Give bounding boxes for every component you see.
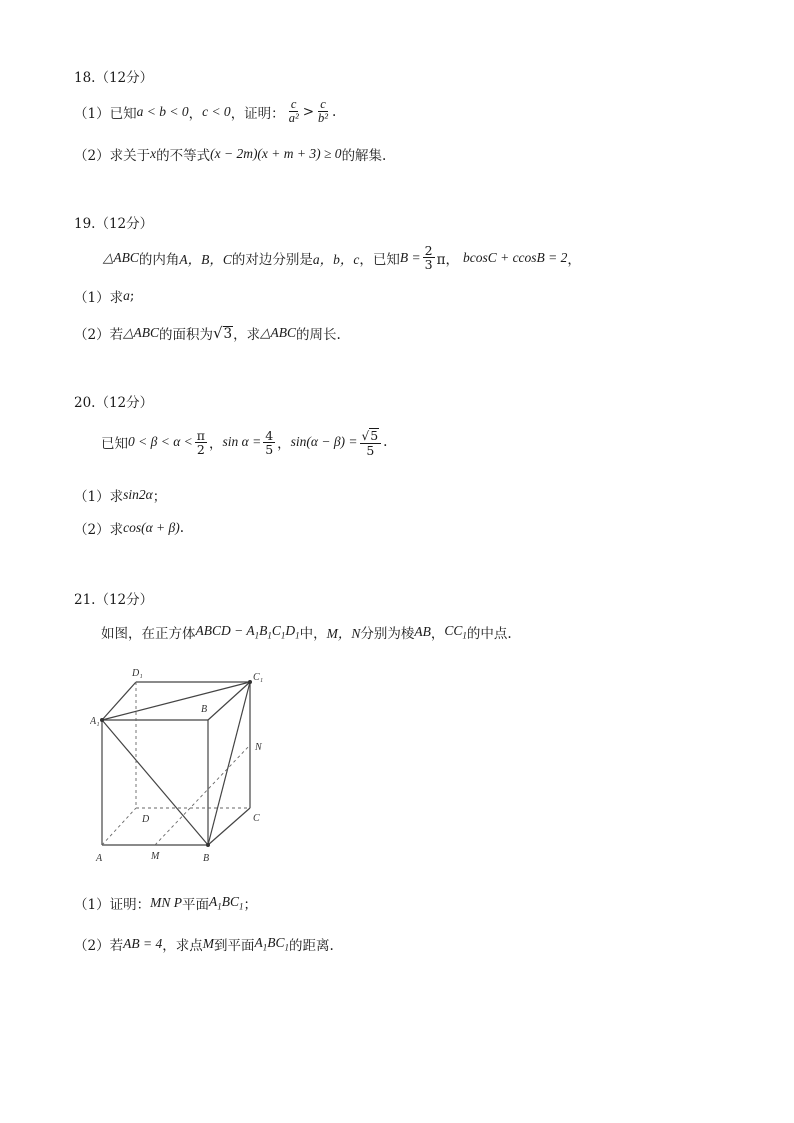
edge-a1d1: [102, 682, 136, 720]
diag-bc1: [208, 682, 250, 845]
label-m: M: [151, 851, 160, 862]
diag-a1b: [102, 720, 208, 845]
q19-part2: （2）若 △ABC 的面积为 √ 3 ，求 △ABC 的周长.: [74, 324, 341, 343]
fraction: $\frac{2}{3}$: [424, 243, 433, 273]
q21-header: 21.（12分）: [74, 592, 154, 608]
q20-part2: （2）求 cos(α + β) .: [74, 520, 185, 538]
cube-figure: [90, 662, 275, 867]
label-d: D: [142, 814, 150, 825]
segment-mn: [155, 745, 250, 845]
q19-header: 19.（12分）: [74, 216, 154, 232]
label-d1: D₁: [132, 668, 143, 679]
edge-bc: [208, 808, 250, 845]
q21-stem: 如图，在正方体 ABCD − $A_1B_1C_1D_1$ 中， M，N 分别为棱 AB ， $CC_1$ 的中点.: [101, 623, 512, 642]
fraction: $\frac{4}{5}$: [265, 427, 274, 457]
fraction: $\frac{c}{\text{b²}}$: [318, 97, 328, 126]
hidden-edge-ad: [102, 808, 136, 845]
label-c: C: [253, 813, 260, 824]
q19-part1: （1）求 a ;: [74, 288, 135, 306]
q21-part2: （2）若 AB = 4 ，求点 M 到平面 $A_1BC_1$ 的距离.: [74, 935, 334, 954]
q20-stem: 已知 0 < β < α < $\frac{\pi}{2}$ ， sin α = $\frac{4}{5}$ ， sin(α − β) = √ 5 5 .: [101, 427, 388, 458]
q20-header: 20.（12分）: [74, 395, 154, 411]
q20-part1: （1）求 sin2α ；: [74, 487, 167, 505]
label-b: B: [203, 853, 210, 864]
label-a: A: [96, 853, 103, 864]
label-c1: C₁: [253, 672, 264, 683]
label-n: N: [255, 742, 262, 753]
fraction: $\frac{c}{\text{a²}}$: [288, 97, 299, 126]
label-b1: B: [201, 704, 208, 715]
q21-part1: （1）证明： MN P 平面 $A_1BC_1$ ；: [74, 894, 257, 913]
q19-stem: △ABC 的内角 A，B，C 的对边分别是 a，b，c ，已知 B = $\frac{2}{3}$ π， bcosC + ccosB = 2 ，: [103, 243, 581, 273]
fraction: √ 5 5: [360, 428, 382, 457]
sqrt: √ 3: [212, 324, 233, 343]
diag-a1c1: [102, 682, 250, 720]
fraction: $\frac{\pi}{2}$: [196, 427, 205, 457]
q18-part2: （2）求关于 x 的不等式 (x − 2m)(x + m + 3) ≥ 0 的解集.: [74, 146, 387, 164]
q18-part1: （1）已知 a < b < 0 ， c < 0 ，证明： $\frac{c}{\text{a²}}$ > $\frac{c}{\text{b²}}$ .: [74, 97, 337, 126]
q18-header: 18.（12分）: [74, 70, 154, 86]
label-a1: A₁: [90, 716, 100, 727]
